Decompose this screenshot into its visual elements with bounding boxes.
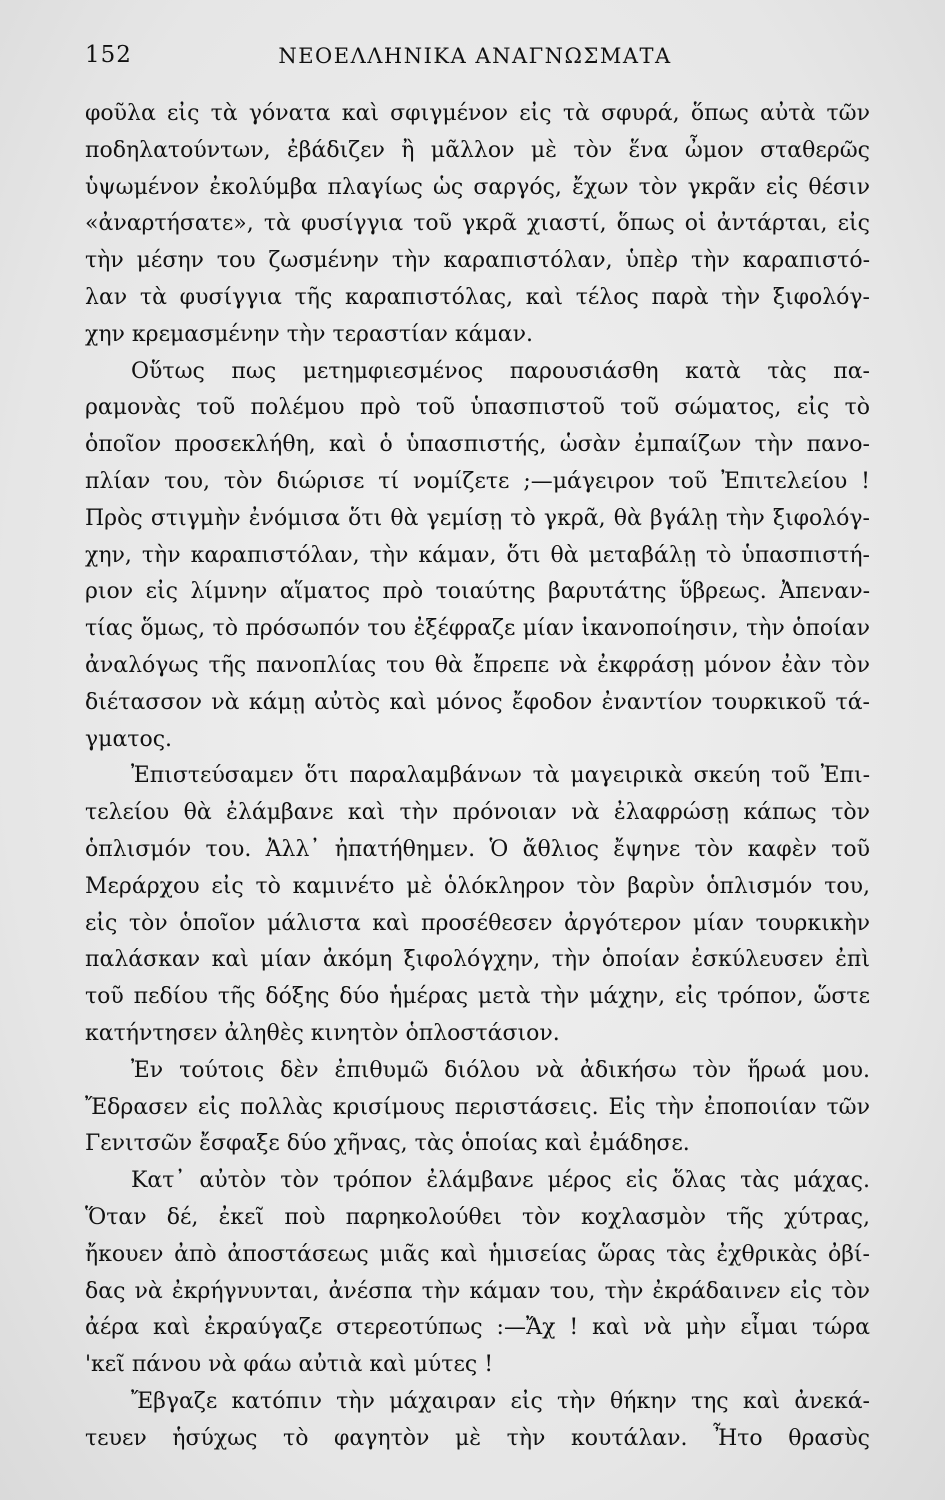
paragraph-start-line: Ἔβγαζε κατόπιν τὴν μάχαιραν εἰς τὴν θήκην της καὶ ἀνεκά- <box>131 1388 870 1414</box>
text-line: φοῦλα εἰς τὰ γόνατα καὶ σφιγμένον εἰς τὰ σφυρά, ὅπως αὐτὰ τῶν <box>85 101 870 126</box>
text-line: Μεράρχου εἰς τὸ καμινέτο μὲ ὁλόκληρον τὸν βαρὺν ὁπλισμόν του, <box>85 873 870 899</box>
text-line: τίας ὅμως, τὸ πρόσωπόν του ἐξέφραζε μίαν ἱκανοποίησιν, τὴν ὁποίαν <box>85 616 870 642</box>
text-line: κατήντησεν ἀληθὲς κινητὸν ὁπλοστάσιον. <box>85 1020 560 1046</box>
text-line: τὴν μέσην του ζωσμένην τὴν καραπιστόλαν, ὑπὲρ τὴν καραπιστό- <box>85 248 870 274</box>
text-line: ἤκουεν ἀπὸ ἀποστάσεως μιᾶς καὶ ἡμισείας ὥρας τὰς ἐχθρικὰς ὀβί- <box>85 1241 870 1267</box>
page-number: 152 <box>85 42 132 68</box>
text-line: Ὅταν δέ, ἐκεῖ ποὺ παρηκολούθει τὸν κοχλασμὸν τῆς χύτρας, <box>85 1204 870 1230</box>
text-line: τοῦ πεδίου τῆς δόξης δύο ἡμέρας μετὰ τὴν μάχην, εἰς τρόπον, ὥστε <box>85 984 870 1010</box>
text-line: ὁποῖον προσεκλήθη, καὶ ὁ ὑπασπιστής, ὡσὰν ἐμπαίζων τὴν πανο- <box>85 432 870 458</box>
text-line: ποδηλατούντων, ἐβάδιζεν ἢ μᾶλλον μὲ τὸν ἕνα ὦμον σταθερῶς <box>85 137 870 163</box>
text-line: διέτασσον νὰ κάμῃ αὐτὸς καὶ μόνος ἔφοδον ἐναντίον τουρκικοῦ τά- <box>85 689 870 715</box>
paragraph-start-line: Οὕτως πως μετημφιεσμένος παρουσιάσθη κατὰ τὰς πα- <box>131 358 870 384</box>
text-line: Ἔδρασεν εἰς πολλὰς κρισίμους περιστάσεις. Εἰς τὴν ἐποποιίαν τῶν <box>85 1094 870 1120</box>
text-line: γματος. <box>85 726 173 752</box>
text-line: ριον εἰς λίμνην αἵματος πρὸ τοιαύτης βαρυτάτης ὕβρεως. Ἀπεναν- <box>85 579 870 605</box>
text-line: τελείου θὰ ἐλάμβανε καὶ τὴν πρόνοιαν νὰ ἐλαφρώσῃ κάπως τὸν <box>85 800 870 826</box>
text-line: χην κρεμασμένην τὴν τεραστίαν κάμαν. <box>85 321 533 347</box>
text-line: Γενιτσῶν ἔσφαξε δύο χῆνας, τὰς ὁποίας καὶ ἐμάδησε. <box>85 1131 690 1157</box>
text-line: εἰς τὸν ὁποῖον μάλιστα καὶ προσέθεσεν ἀργότερον μίαν τουρκικὴν <box>85 910 870 936</box>
body-text <box>85 96 870 1457</box>
text-line: δας νὰ ἐκρήγνυνται, ἀνέσπα τὴν κάμαν του, τὴν ἐκράδαινεν εἰς τὸν <box>85 1278 870 1304</box>
text-line: «ἀναρτήσατε», τὰ φυσίγγια τοῦ γκρᾶ χιαστί, ὅπως οἱ ἀντάρται, εἰς <box>85 211 870 237</box>
text-line: τευεν ἡσύχως τὸ φαγητὸν μὲ τὴν κουτάλαν. Ἦτο θρασὺς <box>85 1425 870 1451</box>
text-line: ἀναλόγως τῆς πανοπλίας του θὰ ἔπρεπε νὰ ἐκφράσῃ μόνον ἐὰν τὸν <box>85 652 870 678</box>
text-line: λαν τὰ φυσίγγια τῆς καραπιστόλας, καὶ τέλος παρὰ τὴν ξιφολόγ- <box>85 284 870 310</box>
text-line: ἀέρα καὶ ἐκραύγαζε στερεοτύπως :—Ἄχ ! καὶ νὰ μὴν εἶμαι τώρα <box>85 1315 870 1341</box>
text-line: χην, τὴν καραπιστόλαν, τὴν κάμαν, ὅτι θὰ μεταβάλῃ τὸ ὑπασπιστή- <box>85 542 870 568</box>
text-line: 'κεῖ πάνου νὰ φάω αὐτιὰ καὶ μύτες ! <box>85 1352 494 1378</box>
text-line: ὑψωμένον ἐκολύμβα πλαγίως ὡς σαργός, ἔχων τὸν γκρᾶν εἰς θέσιν <box>85 174 870 200</box>
paragraph-start-line: Κατ᾽ αὐτὸν τὸν τρόπον ἐλάμβανε μέρος εἰς ὅλας τὰς μάχας. <box>131 1168 870 1194</box>
paragraph-start-line: Ἐπιστεύσαμεν ὅτι παραλαμβάνων τὰ μαγειρικὰ σκεύη τοῦ Ἐπι- <box>131 763 870 789</box>
running-title: ΝΕΟΕΛΛΗΝΙΚΑ ΑΝΑΓΝΩΣΜΑΤΑ <box>278 44 672 68</box>
text-line: πλίαν του, τὸν διώρισε τί νομίζετε ;—μάγειρον τοῦ Ἐπιτελείου ! <box>85 468 870 494</box>
text-line: παλάσκαν καὶ μίαν ἀκόμη ξιφολόγχην, τὴν ὁποίαν ἐσκύλευσεν ἐπὶ <box>85 947 870 973</box>
text-line: ραμονὰς τοῦ πολέμου πρὸ τοῦ ὑπασπιστοῦ τοῦ σώματος, εἰς τὸ <box>85 395 870 421</box>
text-line: ὁπλισμόν του. Ἀλλ᾽ ἠπατήθημεν. Ὁ ἄθλιος ἔψηνε τὸν καφὲν τοῦ <box>85 836 870 862</box>
paragraph-start-line: Ἐν τούτοις δὲν ἐπιθυμῶ διόλου νὰ ἀδικήσω τὸν ἥρωά μου. <box>131 1057 870 1083</box>
page-header <box>85 42 865 76</box>
text-line: Πρὸς στιγμὴν ἐνόμισα ὅτι θὰ γεμίσῃ τὸ γκρᾶ, θὰ βγάλῃ τὴν ξιφολόγ- <box>85 505 870 531</box>
